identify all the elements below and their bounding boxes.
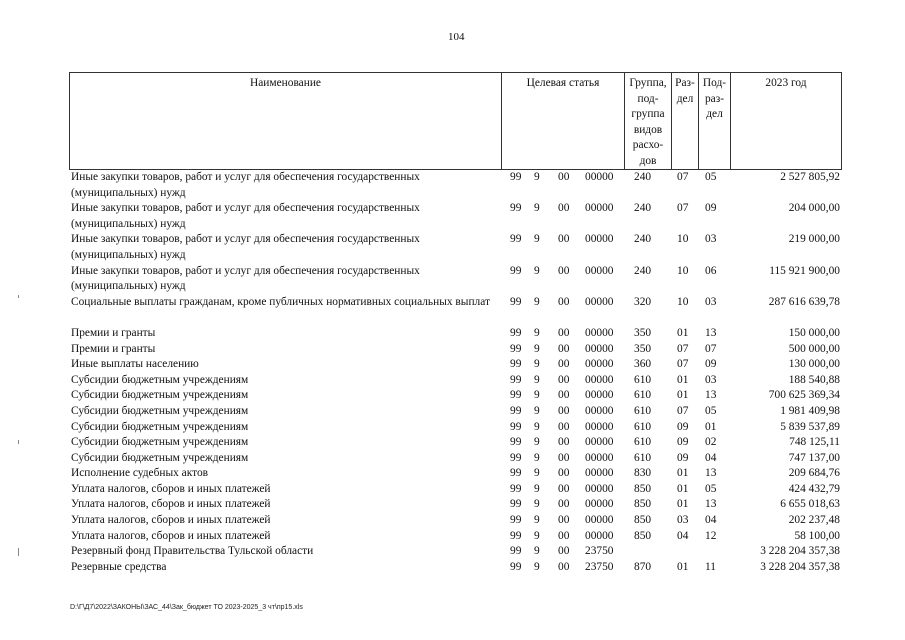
header-year-label: 2023 год: [765, 77, 807, 89]
footer-file-path: D:\Г\Д7\2022\ЗАКОНЫ\ЗАС_44\Зак_бюджет ТО 2023-2025_3 чт\пр15.xls: [70, 604, 303, 611]
table-row: [69, 170, 842, 201]
row-subsection: 04: [705, 451, 717, 464]
row-subsection: 13: [705, 326, 717, 339]
row-target-2: 9: [534, 482, 540, 495]
row-target-3: 00: [558, 202, 570, 215]
row-target-1: 99: [510, 436, 522, 449]
row-amount: 3 228 204 357,38: [760, 545, 840, 558]
table-row: [69, 201, 842, 232]
row-target-4: 00000: [585, 326, 614, 339]
row-section: 07: [677, 202, 689, 215]
row-target-2: 9: [534, 295, 540, 308]
row-target-3: 00: [558, 545, 570, 558]
row-target-4: 00000: [585, 358, 614, 371]
row-target-3: 00: [558, 498, 570, 511]
table-row: [69, 232, 842, 263]
row-amount: 204 000,00: [788, 202, 840, 215]
row-section: 03: [677, 514, 689, 527]
row-target-2: 9: [534, 389, 540, 402]
row-target-4: 00000: [585, 404, 614, 417]
row-target-1: 99: [510, 171, 522, 183]
row-target-2: 9: [534, 264, 540, 277]
row-target-1: 99: [510, 545, 522, 558]
row-target-4: 00000: [585, 233, 614, 246]
row-subsection: 02: [705, 436, 717, 449]
row-target-3: 00: [558, 482, 570, 495]
row-name: Иные выплаты населению: [71, 358, 199, 371]
row-target-2: 9: [534, 560, 540, 573]
row-section: 07: [677, 342, 689, 355]
row-target-2: 9: [534, 467, 540, 480]
header-target-label: Целевая статья: [526, 77, 600, 89]
row-group: 870: [634, 560, 652, 573]
row-section: 10: [677, 264, 689, 277]
row-target-1: 99: [510, 420, 522, 433]
row-amount: 58 100,00: [794, 529, 840, 542]
row-group: 350: [634, 326, 652, 339]
row-name: Субсидии бюджетным учреждениям: [71, 373, 249, 386]
row-target-1: 99: [510, 404, 522, 417]
table-row: [69, 326, 842, 342]
table-row: [69, 388, 842, 404]
row-subsection: 13: [705, 467, 717, 480]
row-target-4: 00000: [585, 420, 614, 433]
budget-table: [69, 72, 842, 575]
row-name: Премии и гранты: [71, 326, 156, 339]
row-subsection: 06: [705, 264, 717, 277]
row-target-3: 00: [558, 514, 570, 527]
row-target-4: 00000: [585, 451, 614, 464]
header-target: [501, 73, 624, 169]
row-section: 07: [677, 358, 689, 371]
row-name: Иные закупки товаров, работ и услуг для обеспечения государственных (муниципальных) нужд: [71, 264, 420, 293]
row-target-4: 00000: [585, 467, 614, 480]
row-section: 09: [677, 436, 689, 449]
row-amount: 424 432,79: [788, 482, 840, 495]
header-name: [69, 73, 501, 169]
row-target-1: 99: [510, 467, 522, 480]
row-name: Иные закупки товаров, работ и услуг для обеспечения государственных (муниципальных) нужд: [71, 233, 420, 261]
row-subsection: 13: [705, 389, 717, 402]
row-group: 240: [634, 202, 652, 215]
row-target-2: 9: [534, 498, 540, 511]
header-section-label: Раз- дел: [675, 77, 695, 105]
table-row: [69, 451, 842, 467]
row-amount: 3 228 204 357,38: [760, 560, 840, 573]
row-name: Иные закупки товаров, работ и услуг для обеспечения государственных (муниципальных) нужд: [71, 171, 420, 199]
row-amount: 5 839 537,89: [780, 420, 840, 433]
table-row: [69, 497, 842, 513]
row-section: 01: [677, 389, 689, 402]
table-header: [69, 72, 842, 170]
table-row: [69, 466, 842, 482]
row-amount: 202 237,48: [788, 514, 840, 527]
scan-mark: [18, 295, 19, 298]
row-group: 610: [634, 451, 652, 464]
row-target-2: 9: [534, 545, 540, 558]
row-target-1: 99: [510, 514, 522, 527]
row-name: Субсидии бюджетным учреждениям: [71, 420, 249, 433]
table-row: [69, 420, 842, 436]
row-section: 07: [677, 171, 689, 183]
row-section: 09: [677, 420, 689, 433]
row-target-2: 9: [534, 451, 540, 464]
row-target-4: 00000: [585, 389, 614, 402]
row-section: 10: [677, 233, 689, 246]
row-target-2: 9: [534, 171, 540, 183]
row-target-1: 99: [510, 295, 522, 308]
row-name: Премии и гранты: [71, 342, 156, 355]
row-section: 09: [677, 451, 689, 464]
row-target-4: 00000: [585, 529, 614, 542]
row-group: 830: [634, 467, 652, 480]
scan-mark: [18, 548, 19, 556]
table-row: [69, 482, 842, 498]
table-row: [69, 295, 842, 326]
row-name: Уплата налогов, сборов и иных платежей: [71, 482, 271, 495]
row-target-2: 9: [534, 202, 540, 215]
row-section: 04: [677, 529, 689, 542]
row-target-4: 00000: [585, 436, 614, 449]
header-subsection: [698, 73, 730, 169]
row-target-2: 9: [534, 342, 540, 355]
row-subsection: 05: [705, 404, 717, 417]
row-amount: 188 540,88: [788, 373, 840, 386]
row-subsection: 12: [705, 529, 717, 542]
row-target-3: 00: [558, 358, 570, 371]
row-target-2: 9: [534, 326, 540, 339]
row-target-2: 9: [534, 420, 540, 433]
row-name: Иные закупки товаров, работ и услуг для обеспечения государственных (муниципальных) нужд: [71, 202, 420, 230]
row-target-3: 00: [558, 373, 570, 386]
row-target-1: 99: [510, 482, 522, 495]
row-target-4: 00000: [585, 373, 614, 386]
row-group: 610: [634, 373, 652, 386]
row-target-2: 9: [534, 436, 540, 449]
header-name-label: Наименование: [250, 77, 321, 89]
row-amount: 150 000,00: [788, 326, 840, 339]
row-section: 01: [677, 498, 689, 511]
row-subsection: 09: [705, 358, 717, 371]
row-target-3: 00: [558, 451, 570, 464]
row-target-4: 00000: [585, 171, 614, 183]
row-target-2: 9: [534, 514, 540, 527]
row-group: 320: [634, 295, 652, 308]
row-group: 240: [634, 171, 652, 183]
row-group: 850: [634, 529, 652, 542]
row-target-1: 99: [510, 358, 522, 371]
row-group: 350: [634, 342, 652, 355]
row-name: Субсидии бюджетным учреждениям: [71, 436, 249, 449]
scan-mark: [18, 440, 19, 444]
header-group: [624, 73, 671, 169]
row-target-2: 9: [534, 529, 540, 542]
row-subsection: 03: [705, 373, 717, 386]
row-section: 01: [677, 560, 689, 573]
header-year: [730, 73, 842, 169]
row-group: 610: [634, 420, 652, 433]
row-subsection: 05: [705, 482, 717, 495]
row-target-1: 99: [510, 264, 522, 277]
row-amount: 219 000,00: [788, 233, 840, 246]
table-row: [69, 373, 842, 389]
row-target-3: 00: [558, 342, 570, 355]
table-row: [69, 560, 842, 576]
row-target-2: 9: [534, 404, 540, 417]
row-group: 360: [634, 358, 652, 371]
row-target-1: 99: [510, 498, 522, 511]
row-group: 240: [634, 264, 652, 277]
row-target-3: 00: [558, 529, 570, 542]
row-target-1: 99: [510, 529, 522, 542]
row-subsection: 13: [705, 498, 717, 511]
row-target-4: 00000: [585, 498, 614, 511]
row-target-3: 00: [558, 560, 570, 573]
row-group: 850: [634, 482, 652, 495]
row-target-1: 99: [510, 389, 522, 402]
row-subsection: 01: [705, 420, 717, 433]
row-name: Субсидии бюджетным учреждениям: [71, 389, 249, 402]
row-section: 01: [677, 467, 689, 480]
row-target-3: 00: [558, 420, 570, 433]
row-amount: 130 000,00: [788, 358, 840, 371]
row-amount: 115 921 900,00: [769, 264, 840, 277]
row-subsection: 04: [705, 514, 717, 527]
row-target-3: 00: [558, 233, 570, 246]
row-name: Субсидии бюджетным учреждениям: [71, 404, 249, 417]
row-target-4: 00000: [585, 514, 614, 527]
row-section: 07: [677, 404, 689, 417]
header-group-label: Группа, под- группа видов расхо- дов: [629, 77, 667, 167]
row-name: Исполнение судебных актов: [71, 467, 209, 480]
row-amount: 1 981 409,98: [780, 404, 840, 417]
row-target-3: 00: [558, 436, 570, 449]
row-target-1: 99: [510, 451, 522, 464]
table-row: [69, 544, 842, 560]
row-group: 610: [634, 404, 652, 417]
row-target-4: 23750: [585, 545, 614, 558]
row-target-3: 00: [558, 389, 570, 402]
table-row: [69, 513, 842, 529]
row-target-1: 99: [510, 326, 522, 339]
row-target-4: 00000: [585, 202, 614, 215]
header-subsection-label: Под- раз- дел: [702, 77, 727, 121]
row-target-3: 00: [558, 326, 570, 339]
table-row: [69, 404, 842, 420]
row-name: Уплата налогов, сборов и иных платежей: [71, 529, 271, 542]
row-target-3: 00: [558, 295, 570, 308]
row-amount: 287 616 639,78: [768, 295, 840, 308]
row-target-3: 00: [558, 171, 570, 183]
row-target-3: 00: [558, 467, 570, 480]
row-group: 850: [634, 498, 652, 511]
row-group: 850: [634, 514, 652, 527]
row-target-1: 99: [510, 233, 522, 246]
page-number: 104: [448, 31, 465, 43]
row-target-1: 99: [510, 342, 522, 355]
row-subsection: 07: [705, 342, 717, 355]
row-amount: 747 137,00: [788, 451, 840, 464]
row-target-4: 00000: [585, 342, 614, 355]
row-target-4: 00000: [585, 264, 614, 277]
table-row: [69, 342, 842, 358]
row-amount: 209 684,76: [788, 467, 840, 480]
row-name: Уплата налогов, сборов и иных платежей: [71, 498, 271, 511]
row-name: Резервные средства: [71, 560, 167, 573]
table-row: [69, 264, 842, 295]
row-group: 240: [634, 233, 652, 246]
row-amount: 2 527 805,92: [780, 171, 840, 183]
row-group: 610: [634, 389, 652, 402]
row-target-2: 9: [534, 373, 540, 386]
row-section: 01: [677, 373, 689, 386]
row-amount: 748 125,11: [789, 436, 840, 449]
table-body: [69, 170, 842, 575]
row-target-3: 00: [558, 404, 570, 417]
row-subsection: 03: [705, 295, 717, 308]
row-section: 10: [677, 295, 689, 308]
row-target-4: 00000: [585, 482, 614, 495]
row-target-2: 9: [534, 358, 540, 371]
row-group: 610: [634, 436, 652, 449]
row-target-1: 99: [510, 373, 522, 386]
row-target-4: 23750: [585, 560, 614, 573]
row-name: Социальные выплаты гражданам, кроме публичных нормативных социальных выплат: [71, 295, 490, 308]
row-amount: 6 655 018,63: [780, 498, 840, 511]
row-section: 01: [677, 326, 689, 339]
row-subsection: 09: [705, 202, 717, 215]
row-target-3: 00: [558, 264, 570, 277]
row-target-2: 9: [534, 233, 540, 246]
row-target-4: 00000: [585, 295, 614, 308]
row-amount: 700 625 369,34: [768, 389, 840, 402]
header-section: [671, 73, 698, 169]
row-subsection: 11: [705, 560, 716, 573]
table-row: [69, 529, 842, 545]
row-amount: 500 000,00: [788, 342, 840, 355]
row-name: Резервный фонд Правительства Тульской области: [71, 545, 314, 558]
row-subsection: 03: [705, 233, 717, 246]
row-target-1: 99: [510, 202, 522, 215]
table-row: [69, 357, 842, 373]
row-name: Уплата налогов, сборов и иных платежей: [71, 514, 271, 527]
row-target-1: 99: [510, 560, 522, 573]
table-row: [69, 435, 842, 451]
row-section: 01: [677, 482, 689, 495]
row-name: Субсидии бюджетным учреждениям: [71, 451, 249, 464]
row-subsection: 05: [705, 171, 717, 183]
